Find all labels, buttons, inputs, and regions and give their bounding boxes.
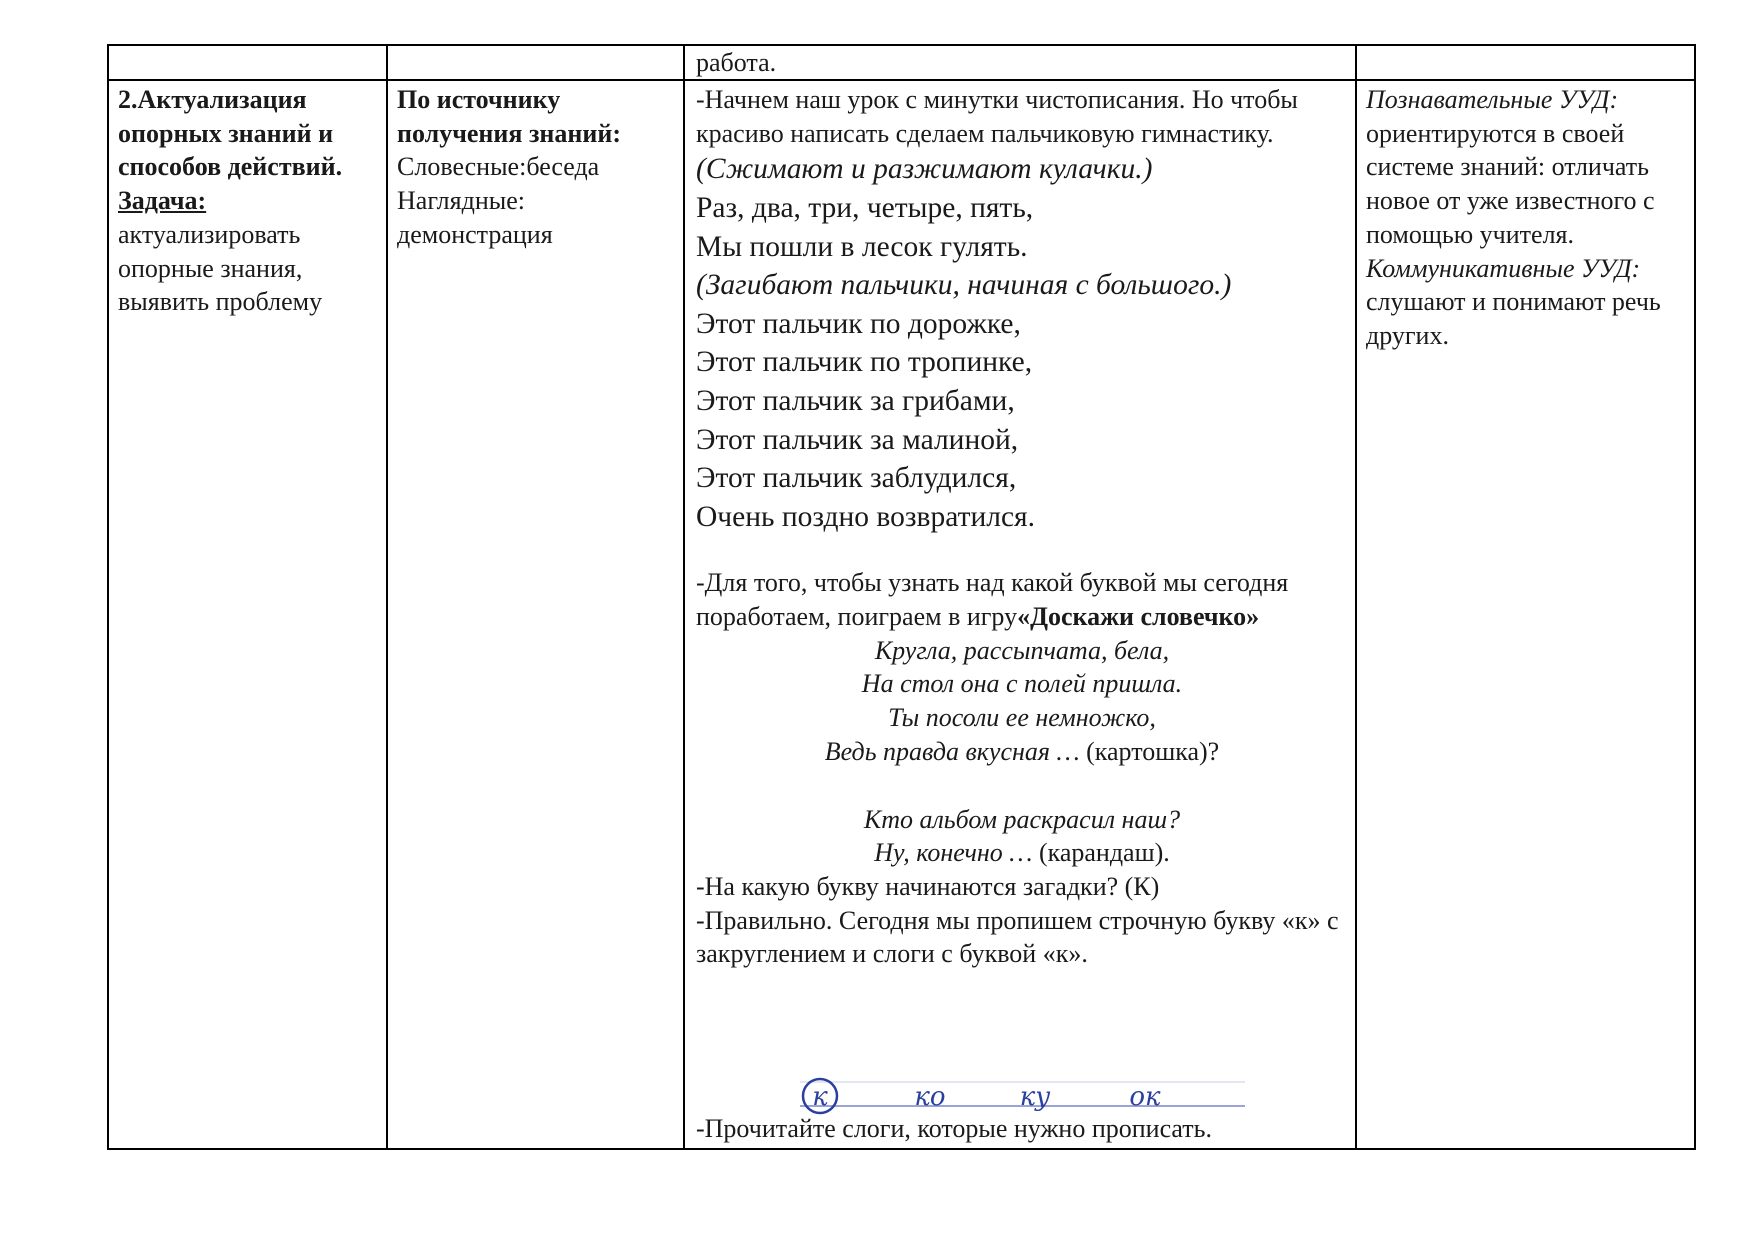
riddle-italic: Ну, конечно … (874, 838, 1033, 868)
riddle-line: Кто альбом раскрасил наш? (863, 804, 1181, 834)
handwritten-letter: к (812, 1082, 828, 1112)
question-text: -На какую букву начинаются загадки? (К) (696, 871, 1160, 901)
final-text: -Прочитайте слоги, которые нужно прописать. (696, 1114, 1213, 1143)
instruction-2: (Загибают пальчики, начиная с большого.) (696, 269, 1232, 302)
methods-line-1: Словесные:беседа (397, 152, 600, 182)
uud-cell (1366, 83, 1688, 353)
cognitive-uud-label: Познавательные УУД: (1366, 85, 1619, 114)
spacer (696, 536, 1348, 566)
poem-line: Раз, два, три, четыре, пять, (696, 192, 1034, 224)
poem-line: Этот пальчик по дорожке, (696, 307, 1021, 340)
methods-cell (397, 83, 677, 252)
handwritten-syllable: ко (914, 1082, 946, 1112)
cognitive-uud-text: ориентируются в своей системе знаний: отличать новое от уже известного с помощью учителя. (1366, 118, 1655, 249)
riddle-answer: (картошка)? (1079, 736, 1220, 766)
poem-line: Мы пошли в лесок гулять. (696, 230, 1028, 263)
methods-heading: По источнику получения знаний: (397, 85, 621, 148)
stage-title: 2.Актуализация опорных знаний и способов действий. (118, 85, 343, 182)
game-prefix: -Для того, чтобы узнать над какой буквой мы сегодня поработаем, поиграем в игру (696, 568, 1289, 632)
game-name: «Доскажи словечко» (1017, 602, 1260, 632)
methods-line-3: демонстрация (397, 219, 553, 249)
riddle-line: На стол она с полей пришла. (861, 669, 1183, 699)
communicative-uud-label: Коммуникативные УУД: (1366, 253, 1641, 283)
top-row-text: работа. (696, 48, 777, 77)
answer-text: -Правильно. Сегодня мы пропишем строчную букву «к» с закруглением и слоги с буквой «к». (696, 905, 1339, 969)
row-divider (107, 79, 1696, 81)
poem-line: Этот пальчик за малиной, (696, 423, 1019, 456)
riddle-line (696, 735, 1348, 769)
top-row-content-cell (696, 46, 776, 80)
riddle-answer: (карандаш). (1032, 838, 1170, 868)
riddle-line: Ты посоли ее немножко, (888, 703, 1156, 733)
poem-line: Этот пальчик заблудился, (696, 462, 1017, 495)
riddle-line: Кругла, рассыпчата, бела, (874, 635, 1170, 665)
column-divider-1 (386, 44, 388, 1150)
stage-cell (118, 83, 380, 319)
column-divider-3 (1355, 44, 1357, 1150)
content-cell (696, 83, 1348, 971)
poem-line: Очень поздно возвратился. (696, 500, 1036, 533)
handwritten-syllable: ок (1129, 1082, 1161, 1112)
handwritten-syllable: ку (1019, 1082, 1051, 1112)
poem-line: Этот пальчик за грибами, (696, 384, 1015, 417)
final-line-cell (696, 1112, 1348, 1146)
communicative-uud-text: слушают и понимают речь других. (1366, 287, 1661, 350)
riddle-line (696, 836, 1348, 870)
spacer (696, 769, 1348, 803)
game-paragraph (696, 566, 1348, 633)
instruction-1: (Сжимают и разжимают кулачки.) (696, 153, 1153, 186)
task-text: актуализировать опорные знания, выявить проблему (118, 219, 323, 317)
poem-line: Этот пальчик по тропинке, (696, 346, 1033, 379)
methods-line-2: Наглядные: (397, 186, 525, 216)
task-label: Задача: (118, 186, 207, 216)
intro-text: -Начнем наш урок с минутки чистописания. Но чтобы красиво написать сделаем пальчиковую гимнастику. (696, 85, 1298, 148)
column-divider-2 (683, 44, 685, 1150)
riddle-italic: Ведь правда вкусная … (824, 736, 1080, 766)
